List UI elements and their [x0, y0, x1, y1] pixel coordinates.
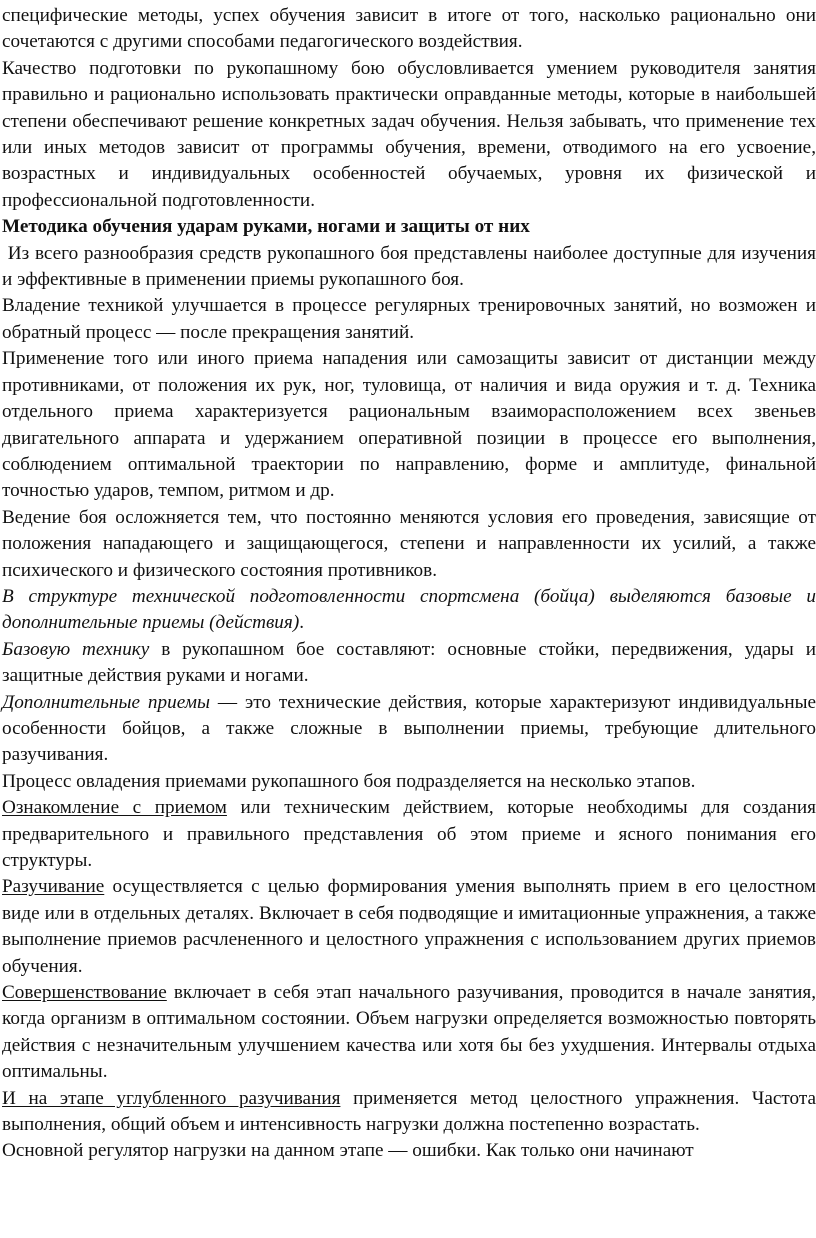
term-learning: Разучивание [2, 876, 105, 898]
paragraph-additional-techniques [2, 690, 816, 769]
term-additional-techniques: Дополнительные приемы [2, 691, 210, 713]
section-heading: Методика обучения ударам руками, ногами и защиты от них [2, 216, 530, 238]
paragraph-improvement [2, 980, 816, 1086]
term-advanced-learning: И на этапе углубленного разучивания [2, 1087, 341, 1109]
paragraph-load-regulator: Основной регулятор нагрузки на данном этапе — ошибки. Как только они начинают [2, 1140, 694, 1162]
paragraph-training-quality: Качество подготовки по рукопашному бою обусловливается умением руководителя занятия правильно и рационально использовать практически оправданные методы, которые в наибольшей степени обеспечивают решение конкретных задач обучения. Нельзя забывать, что применение тех или иных методов зависит от программы обучения, времени, отводимого на его усвоение, возрастных и индивидуальных особенностей обучаемых, уровня их физической и профессиональной подготовленности. [2, 57, 816, 211]
paragraph-familiarization [2, 795, 816, 874]
paragraph-combat-conditions: Ведение боя осложняется тем, что постоянно меняются условия его проведения, зависящие от положения нападающего и защищающегося, степени и направленности их усилий, а также психического и физического состояния противников. [2, 506, 816, 581]
advanced-learning-text: применяется метод целостного упражнения. Частота выполнения, общий объем и интенсивность нагрузки должна постепенно возрастать. [2, 1087, 816, 1136]
familiarization-text: или техническим действием, которые необходимы для создания предварительного и правильного представления об этом приеме и ясного понимания его структуры. [2, 797, 816, 871]
term-familiarization: Ознакомление с приемом [2, 797, 227, 819]
paragraph-technical-structure [2, 584, 816, 637]
italic-statement: В структуре технической подготовленности спортсмена (бойца) выделяются базовые и дополнительные приемы (действия) [2, 585, 816, 634]
statement-period: . [299, 612, 305, 634]
paragraph-methods-summary: специфические методы, успех обучения зависит в итоге от того, насколько рационально они сочетаются с другими способами педагогического воздействия. [2, 5, 816, 53]
learning-text: осуществляется с целью формирования умения выполнять прием в его целостном виде или в отдельных деталях. Включает в себя подводящие и имитационные упражнения, а также выполнение приемов расчлененного и целостного упражнения с использованием других приемов обучения. [2, 876, 816, 977]
paragraph-means-overview: Из всего разнообразия средств рукопашного боя представлены наиболее доступные для изучения и эффективные в применении приемы рукопашного боя. [2, 242, 816, 291]
paragraph-learning [2, 874, 816, 980]
additional-techniques-text: — это технические действия, которые характеризуют индивидуальные особенности бойцов, а также сложные в выполнении приемы, требующие длительного разучивания. [2, 691, 816, 766]
term-improvement: Совершенствование [2, 982, 167, 1004]
basic-technique-text: в рукопашном бое составляют: основные стойки, передвижения, удары и защитные действия руками и ногами. [2, 638, 816, 687]
paragraph-basic-technique [2, 637, 816, 690]
improvement-text: включает в себя этап начального разучивания, проводится в начале занятия, когда организм в оптимальном состоянии. Объем нагрузки определяется возможностью повторять действия с незначительным улучшением качества или хотя бы без ухудшения. Интервалы отдыха оптимальны. [2, 982, 816, 1083]
paragraph-learning-stages: Процесс овладения приемами рукопашного боя подразделяется на несколько этапов. [2, 770, 696, 792]
term-basic-technique: Базовую технику [2, 638, 150, 660]
paragraph-advanced-learning [2, 1086, 816, 1139]
paragraph-technique-mastery: Владение техникой улучшается в процессе регулярных тренировочных занятий, но возможен и обратный процесс — после прекращения занятий. [2, 295, 816, 343]
paragraph-technique-application: Применение того или иного приема нападения или самозащиты зависит от дистанции между противниками, от положения их рук, ног, туловища, от наличия и вида оружия и т. д. Техника отдельного приема характеризуется рациональным взаиморасположением всех звеньев двигательного аппарата и удержанием оперативной позиции в процессе его выполнения, соблюдением оптимальной траектории по направлению, форме и амплитуде, финальной точностью ударов, темпом, ритмом и др. [2, 348, 816, 502]
